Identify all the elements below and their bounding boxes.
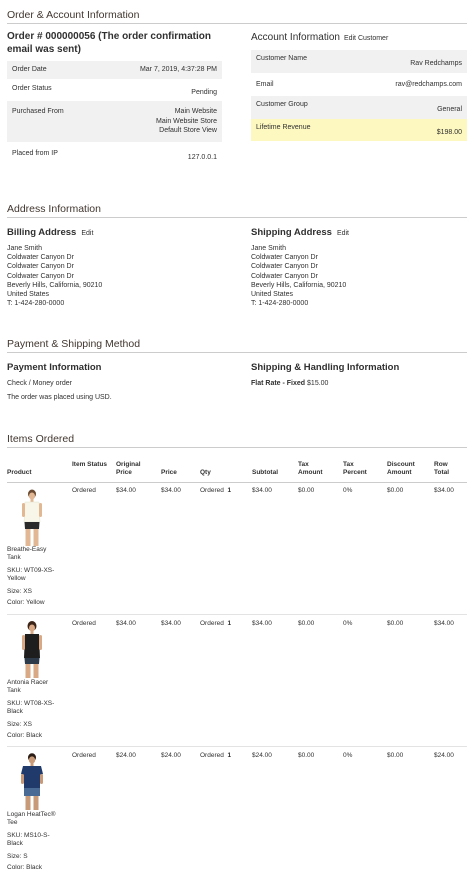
section-divider <box>7 23 467 24</box>
price: $24.00 <box>161 752 181 759</box>
currency-note: The order was placed using USD. <box>7 394 112 401</box>
order-status-value: Pending <box>191 88 217 96</box>
qty-label: Ordered <box>200 752 224 759</box>
product-thumbnail-logan-heattec-tee[interactable] <box>13 752 51 812</box>
row-divider <box>7 614 467 615</box>
subtotal: $34.00 <box>252 620 272 627</box>
shipping-line: Beverly Hills, California, 90210 <box>251 281 347 289</box>
billing-line: Coldwater Canyon Dr <box>7 254 74 262</box>
discount-amount: $0.00 <box>387 487 404 494</box>
tax-amount: $0.00 <box>298 487 315 494</box>
shipping-method-name: Flat Rate - Fixed <box>251 380 306 387</box>
col-header-tax-amount: Tax Amount <box>298 461 323 476</box>
col-header-tax-percent: Tax Percent <box>343 461 367 476</box>
price: $34.00 <box>161 620 181 627</box>
qty-label: Ordered <box>200 620 224 627</box>
shipping-line: United States <box>251 291 294 299</box>
row-divider <box>7 746 467 747</box>
billing-line: United States <box>7 291 50 299</box>
order-date-row <box>7 61 222 79</box>
order-status-row <box>7 79 222 102</box>
col-header-qty: Qty <box>200 469 211 476</box>
email-label: Email <box>256 80 274 88</box>
shipping-address-heading <box>251 227 349 238</box>
table-header-divider <box>7 482 467 483</box>
shipping-line: Coldwater Canyon Dr <box>251 263 318 271</box>
product-option-color: Color: Black <box>7 864 43 871</box>
qty-value: 1 <box>227 620 232 627</box>
original-price: $34.00 <box>116 487 136 494</box>
billing-address-heading <box>7 227 93 238</box>
shipping-phone: T: 1-424-280-0000 <box>251 300 309 308</box>
billing-line: Beverly Hills, California, 90210 <box>7 281 103 289</box>
customer-name-label: Customer Name <box>251 50 331 73</box>
row-total: $24.00 <box>434 752 454 759</box>
item-status: Ordered <box>72 620 96 627</box>
section-title-order-account: Order & Account Information <box>7 9 140 21</box>
section-divider <box>7 447 467 448</box>
product-name: Logan HeatTec® Tee <box>7 811 56 826</box>
subtotal: $34.00 <box>252 487 272 494</box>
shipping-line: Jane Smith <box>251 245 287 252</box>
product-sku: SKU: WT08-XS-Black <box>7 700 55 715</box>
edit-customer-link[interactable]: Edit Customer <box>343 35 389 42</box>
item-status: Ordered <box>72 487 96 494</box>
product-sku: SKU: WT09-XS-Yellow <box>7 567 55 582</box>
email-value[interactable]: rav@redchamps.com <box>395 80 462 88</box>
section-title-address: Address Information <box>7 203 101 215</box>
purchased-from-store: Main Website Store <box>156 117 217 125</box>
discount-amount: $0.00 <box>387 752 404 759</box>
tax-percent: 0% <box>343 620 353 627</box>
tax-percent: 0% <box>343 487 353 494</box>
purchased-from-website: Main Website <box>174 108 217 115</box>
order-date-label: Order Date <box>7 61 87 79</box>
customer-name-row <box>251 50 467 73</box>
product-name: Antonia Racer Tank <box>7 679 49 694</box>
billing-line: Coldwater Canyon Dr <box>7 272 74 280</box>
placed-from-ip-row <box>7 142 222 167</box>
billing-line: Coldwater Canyon Dr <box>7 263 74 271</box>
col-header-price: Price <box>161 469 177 476</box>
account-info-heading <box>251 32 388 43</box>
tax-amount: $0.00 <box>298 620 315 627</box>
account-info-table <box>251 50 467 141</box>
section-title-items: Items Ordered <box>7 433 75 445</box>
product-thumbnail-antonia-racer-tank[interactable] <box>13 620 51 680</box>
account-info-title: Account Information <box>251 32 340 43</box>
shipping-address-block <box>251 244 346 308</box>
purchased-from-view: Default Store View <box>159 127 217 134</box>
tax-percent: 0% <box>343 752 353 759</box>
original-price: $34.00 <box>116 620 136 627</box>
shipping-line: Coldwater Canyon Dr <box>251 272 318 280</box>
subtotal: $24.00 <box>252 752 272 759</box>
order-heading: Order # 000000056 (The order confirmation email was sent) <box>7 31 211 55</box>
placed-from-ip-value: 127.0.0.1 <box>187 153 217 161</box>
billing-line: Jane Smith <box>7 245 43 252</box>
tax-amount: $0.00 <box>298 752 315 759</box>
product-sku: SKU: MS10-S-Black <box>7 832 50 847</box>
section-divider <box>7 352 467 353</box>
email-row <box>251 73 467 97</box>
lifetime-revenue-value: $198.00 <box>331 119 467 142</box>
product-option-color: Color: Yellow <box>7 599 45 606</box>
col-header-row-total: Row Total <box>434 461 450 476</box>
shipping-edit-link[interactable]: Edit <box>336 230 349 237</box>
qty-value: 1 <box>227 752 232 759</box>
lifetime-revenue-row <box>251 119 467 142</box>
shipping-method-amount: $15.00 <box>307 380 329 387</box>
billing-edit-link[interactable]: Edit <box>81 230 94 237</box>
shipping-method <box>251 380 328 387</box>
billing-address-title: Billing Address <box>7 227 77 238</box>
placed-from-ip-label: Placed from IP <box>12 149 58 157</box>
col-header-item-status: Item Status <box>72 461 108 468</box>
customer-group-row <box>251 96 467 119</box>
col-header-product: Product <box>7 469 32 476</box>
col-header-original-price: Original Price <box>116 461 141 476</box>
section-divider <box>7 217 467 218</box>
purchased-from-row <box>7 101 222 142</box>
qty <box>200 620 231 628</box>
payment-info-heading: Payment Information <box>7 362 102 373</box>
order-info-table <box>7 61 222 166</box>
row-total: $34.00 <box>434 487 454 494</box>
product-option-size: Size: XS <box>7 721 32 728</box>
shipping-line: Coldwater Canyon Dr <box>251 254 318 262</box>
qty <box>200 752 231 760</box>
row-total: $34.00 <box>434 620 454 627</box>
customer-name-value[interactable]: Rav Redchamps <box>331 50 467 73</box>
col-header-discount-amount: Discount Amount <box>387 461 415 476</box>
order-status-label: Order Status <box>12 84 52 92</box>
product-option-size: Size: S <box>7 853 28 860</box>
qty <box>200 487 231 495</box>
qty-value: 1 <box>227 487 232 494</box>
col-header-subtotal: Subtotal <box>252 469 278 476</box>
shipping-handling-heading: Shipping & Handling Information <box>251 362 400 373</box>
billing-address-block <box>7 244 102 308</box>
product-option-color: Color: Black <box>7 732 43 739</box>
price: $34.00 <box>161 487 181 494</box>
payment-method: Check / Money order <box>7 380 72 387</box>
qty-label: Ordered <box>200 487 224 494</box>
lifetime-revenue-label: Lifetime Revenue <box>251 119 331 142</box>
product-name: Breathe-Easy Tank <box>7 546 47 561</box>
section-title-payment-shipping: Payment & Shipping Method <box>7 338 141 350</box>
order-date-value: Mar 7, 2019, 4:37:28 PM <box>87 61 222 79</box>
shipping-address-title: Shipping Address <box>251 227 332 238</box>
purchased-from-label: Purchased From <box>7 101 87 142</box>
customer-group-value: General <box>331 96 467 119</box>
item-status: Ordered <box>72 752 96 759</box>
product-option-size: Size: XS <box>7 588 32 595</box>
discount-amount: $0.00 <box>387 620 404 627</box>
product-thumbnail-breathe-easy-tank[interactable] <box>13 488 51 548</box>
original-price: $24.00 <box>116 752 136 759</box>
customer-group-label: Customer Group <box>251 96 331 119</box>
billing-phone: T: 1-424-280-0000 <box>7 300 65 308</box>
